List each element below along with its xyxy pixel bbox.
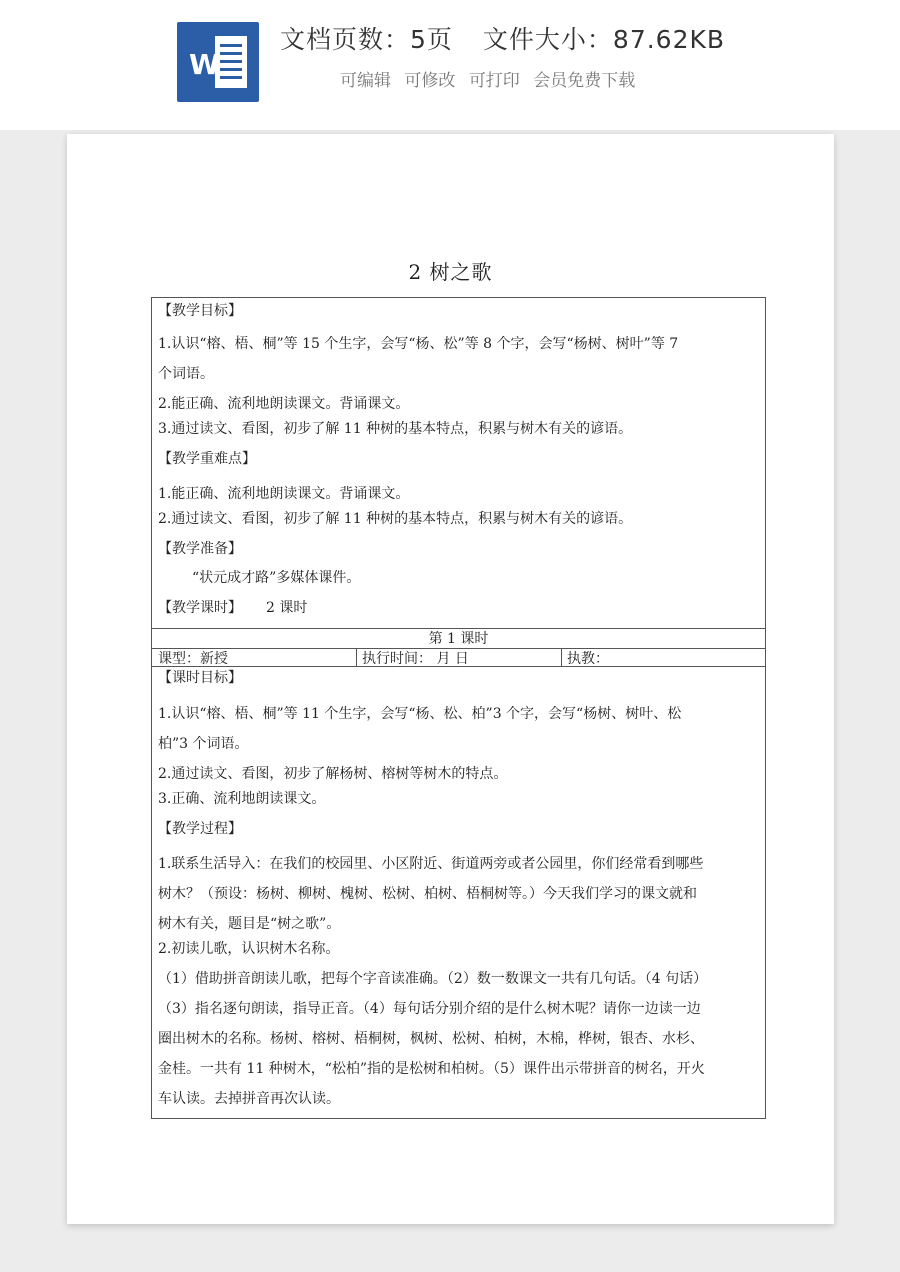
prep-text: “状元成才路”多媒体课件。 [192, 570, 361, 586]
page-count: 文档页数：5页 [280, 25, 453, 54]
goal-line: 3.通过读文、看图，初步了解 11 种树的基本特点，积累与树木有关的谚语。 [158, 421, 633, 437]
row-divider [152, 666, 765, 667]
lesson-goal-line: 1.认识“榕、梧、桐”等 11 个生字，会写“杨、松、柏”3 个字，会写“杨树、树叶、松 [158, 706, 682, 722]
process-line: 树木有关，题目是“树之歌”。 [158, 916, 341, 932]
process-line: 树木？（预设：杨树、柳树、槐树、松树、柏树、梧桐树等。）今天我们学习的课文就和 [158, 886, 697, 902]
goal-line: 个词语。 [158, 366, 214, 382]
process-heading: 【教学过程】 [158, 821, 242, 837]
feature-modifiable: 可修改 [404, 71, 456, 91]
lesson-goal-line: 2.通过读文、看图，初步了解杨树、榕树等树木的特点。 [158, 766, 508, 782]
download-banner [0, 0, 900, 130]
process-line: 车认读。去掉拼音再次认读。 [158, 1091, 340, 1107]
column-divider [356, 648, 357, 666]
process-line: 1.联系生活导入：在我们的校园里、小区附近、街道两旁或者公园里，你们经常看到哪些 [158, 856, 704, 872]
execution-time: 执行时间： 月 日 [362, 651, 469, 667]
hours-heading: 【教学课时】 [158, 600, 242, 616]
hours-value: 2 课时 [266, 600, 308, 616]
lesson-goal-line: 柏”3 个词语。 [158, 736, 249, 752]
file-size: 文件大小：87.62KB [482, 25, 726, 54]
key-point-line: 1.能正确、流利地朗读课文。背诵课文。 [158, 486, 410, 502]
document-title: 2 树之歌 [408, 260, 493, 284]
word-document-icon [177, 22, 259, 102]
document-page [67, 134, 834, 1224]
row-divider [152, 648, 765, 649]
goal-line: 2.能正确、流利地朗读课文。背诵课文。 [158, 396, 410, 412]
key-point-line: 2.通过读文、看图，初步了解 11 种树的基本特点，积累与树木有关的谚语。 [158, 511, 633, 527]
lesson-type: 课型：新授 [158, 651, 228, 667]
lesson-title: 第 1 课时 [428, 631, 489, 647]
prep-heading: 【教学准备】 [158, 541, 242, 557]
process-line: （3）指名逐句朗读，指导正音。（4）每句话分别介绍的是什么树木呢？请你一边读一边 [158, 1001, 701, 1017]
feature-list [340, 66, 643, 91]
process-line: 2.初读儿歌，认识树木名称。 [158, 941, 340, 957]
word-logo-letter: W [189, 48, 220, 81]
feature-printable: 可打印 [468, 71, 520, 91]
process-line: （1）借助拼音朗读儿歌，把每个字音读准确。（2）数一数课文一共有几句话。（4 句话） [158, 971, 708, 987]
document-stats [280, 20, 725, 56]
column-divider [561, 648, 562, 666]
feature-editable: 可编辑 [340, 71, 391, 91]
process-line: 金桂。一共有 11 种树木，“松柏”指的是松树和柏树。（5）课件出示带拼音的树名，开火 [158, 1061, 705, 1077]
teacher-label: 执教： [567, 651, 609, 667]
lesson-goals-heading: 【课时目标】 [158, 670, 242, 686]
feature-member-download: 会员免费下载 [533, 71, 636, 91]
row-divider [152, 628, 765, 629]
lesson-plan-table [151, 297, 766, 1119]
process-line: 圈出树木的名称。杨树、榕树、梧桐树，枫树、松树、柏树，木棉，桦树，银杏、水杉、 [158, 1031, 704, 1047]
lesson-goal-line: 3.正确、流利地朗读课文。 [158, 791, 326, 807]
goal-line: 1.认识“榕、梧、桐”等 15 个生字，会写“杨、松”等 8 个字，会写“杨树、树叶”等 7 [158, 336, 679, 352]
goals-heading: 【教学目标】 [158, 303, 242, 319]
key-points-heading: 【教学重难点】 [158, 451, 256, 467]
